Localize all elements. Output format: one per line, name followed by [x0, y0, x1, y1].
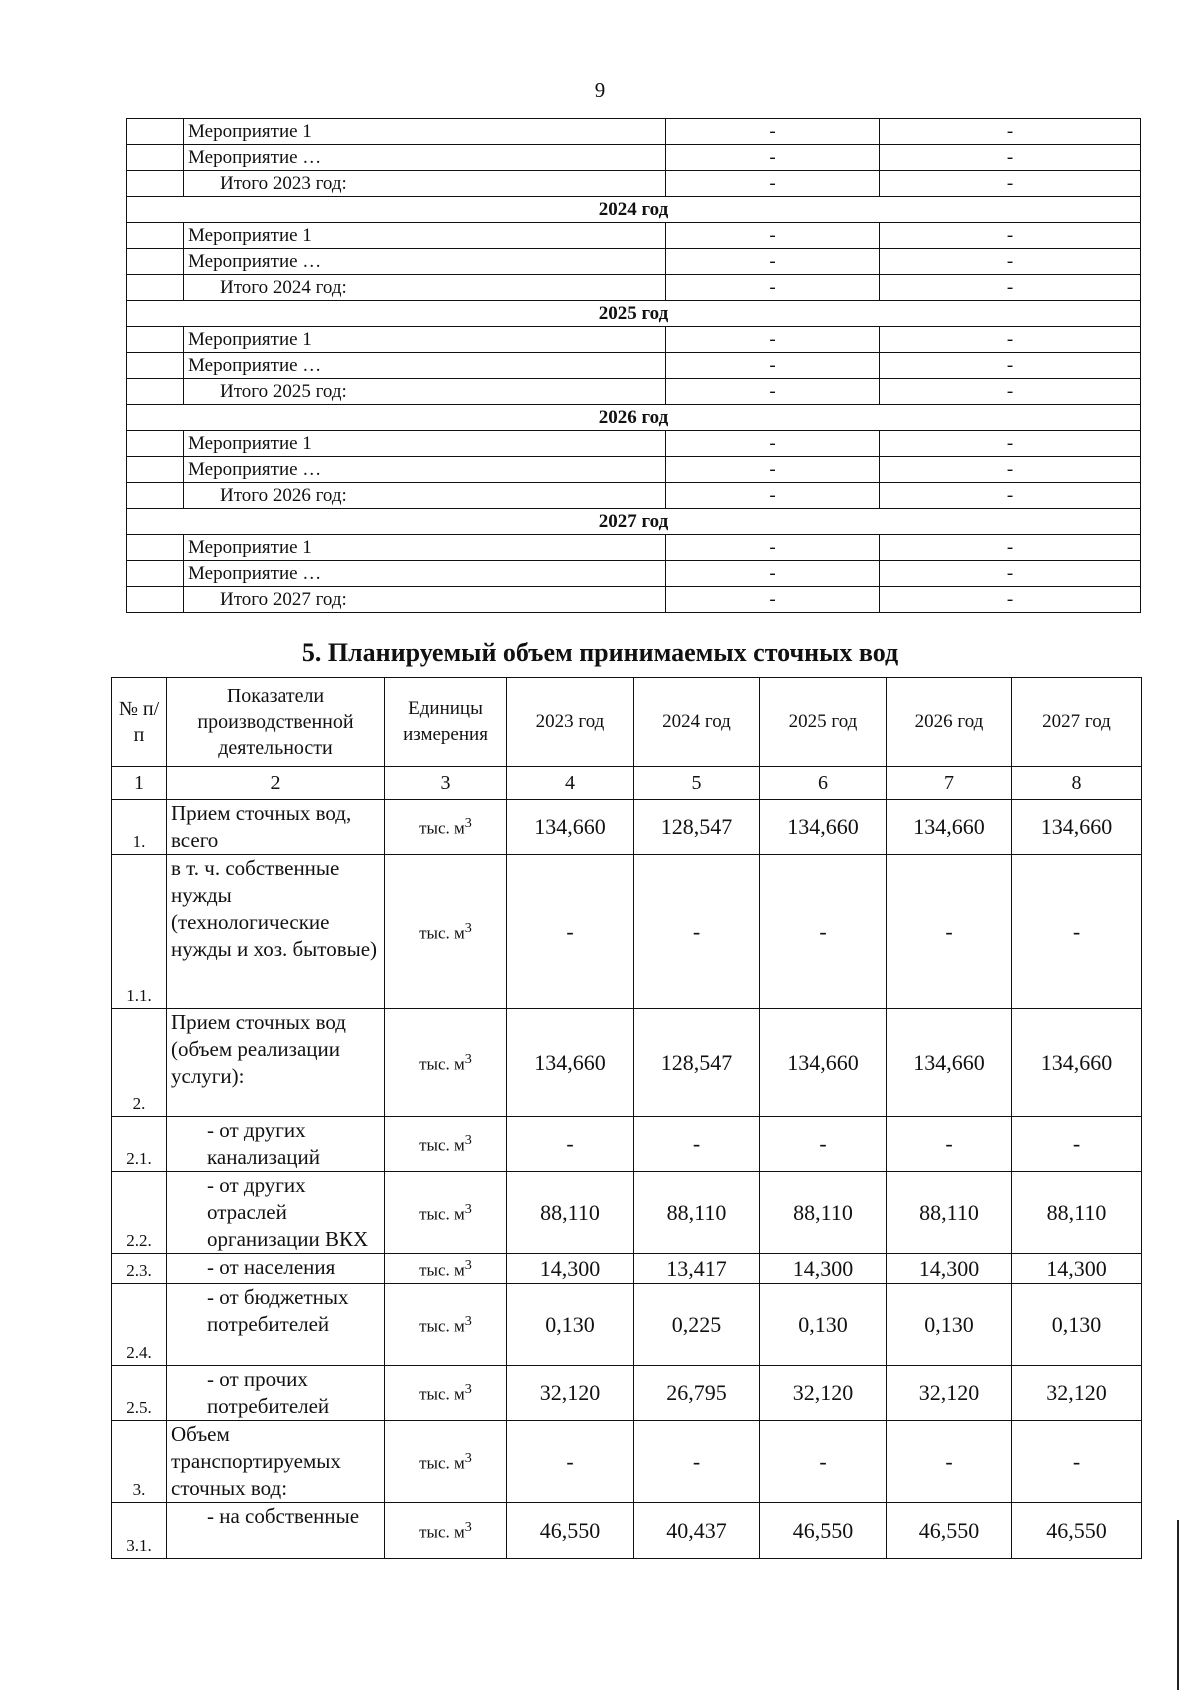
value-cell: 134,660 [760, 1009, 887, 1117]
year-row [127, 301, 1141, 327]
indicator-label: - от других отраслей организации ВКХ [167, 1172, 385, 1254]
unit-text: тыс. м [419, 923, 465, 943]
value-cell: - [666, 561, 880, 587]
table-header-row [112, 678, 1142, 767]
table-row [112, 1009, 1142, 1117]
value-cell: - [666, 431, 880, 457]
unit-cell [385, 1503, 507, 1559]
unit-superscript: 3 [464, 1449, 472, 1466]
value-cell: - [887, 855, 1012, 1009]
unit-text: тыс. м [419, 1135, 465, 1155]
column-number: 3 [385, 767, 507, 800]
unit-cell [385, 855, 507, 1009]
unit-text: тыс. м [419, 818, 465, 838]
value-cell: 14,300 [1012, 1254, 1142, 1284]
value-cell: - [880, 353, 1141, 379]
row-number: 2.1. [112, 1117, 167, 1172]
unit-cell [385, 1009, 507, 1117]
value-cell: - [634, 855, 760, 1009]
value-cell: 46,550 [507, 1503, 634, 1559]
value-cell: - [666, 171, 880, 197]
unit-superscript: 3 [464, 815, 472, 832]
value-cell: 0,130 [1012, 1284, 1142, 1366]
indicator-label: Объем транспортируемых сточных вод: [167, 1421, 385, 1503]
row-number: 2.2. [112, 1172, 167, 1254]
year-row [127, 405, 1141, 431]
measure-row [127, 223, 1141, 249]
value-cell: 128,547 [634, 800, 760, 855]
unit-cell [385, 1421, 507, 1503]
unit-cell [385, 1117, 507, 1172]
unit-cell [385, 1172, 507, 1254]
measure-row [127, 119, 1141, 145]
row-num-cell [127, 249, 184, 275]
value-cell: 134,660 [507, 800, 634, 855]
header-year-2023: 2023 год [507, 678, 634, 767]
total-label: Итого 2025 год: [184, 379, 666, 405]
value-cell: - [666, 327, 880, 353]
value-cell: - [666, 483, 880, 509]
value-cell: 32,120 [1012, 1366, 1142, 1421]
measure-label: Мероприятие … [184, 249, 666, 275]
value-cell: 46,550 [887, 1503, 1012, 1559]
table-row [112, 1172, 1142, 1254]
row-number: 2. [112, 1009, 167, 1117]
row-num-cell [127, 353, 184, 379]
row-num-cell [127, 327, 184, 353]
total-label: Итого 2024 год: [184, 275, 666, 301]
column-number: 2 [167, 767, 385, 800]
total-row [127, 379, 1141, 405]
measure-label: Мероприятие 1 [184, 119, 666, 145]
indicator-label: Прием сточных вод (объем реализации услуги): [167, 1009, 385, 1117]
value-cell: - [880, 171, 1141, 197]
row-num-cell [127, 431, 184, 457]
page-number: 9 [594, 78, 606, 102]
column-number: 1 [112, 767, 167, 800]
value-cell: 0,130 [507, 1284, 634, 1366]
column-number: 4 [507, 767, 634, 800]
table-row [112, 1117, 1142, 1172]
value-cell: 88,110 [760, 1172, 887, 1254]
value-cell: 0,130 [887, 1284, 1012, 1366]
row-number: 1. [112, 800, 167, 855]
total-row [127, 587, 1141, 613]
table-row [112, 855, 1142, 1009]
value-cell: 128,547 [634, 1009, 760, 1117]
column-number: 8 [1012, 767, 1142, 800]
table-row [112, 1366, 1142, 1421]
unit-superscript: 3 [464, 1518, 472, 1535]
value-cell: 88,110 [1012, 1172, 1142, 1254]
measure-label: Мероприятие 1 [184, 431, 666, 457]
measure-row [127, 327, 1141, 353]
row-number: 2.3. [112, 1254, 167, 1284]
measures-table [126, 118, 1141, 613]
value-cell: 32,120 [507, 1366, 634, 1421]
measure-label: Мероприятие 1 [184, 223, 666, 249]
row-num-cell [127, 535, 184, 561]
value-cell: - [666, 457, 880, 483]
column-number-row [112, 767, 1142, 800]
value-cell: - [666, 275, 880, 301]
value-cell: - [634, 1421, 760, 1503]
value-cell: - [666, 119, 880, 145]
value-cell: - [760, 1117, 887, 1172]
header-year-2027: 2027 год [1012, 678, 1142, 767]
value-cell: - [880, 223, 1141, 249]
unit-text: тыс. м [419, 1260, 465, 1280]
value-cell: 26,795 [634, 1366, 760, 1421]
table-row [112, 800, 1142, 855]
value-cell: 40,437 [634, 1503, 760, 1559]
value-cell: - [880, 483, 1141, 509]
indicator-label: Прием сточных вод, всего [167, 800, 385, 855]
unit-superscript: 3 [464, 1050, 472, 1067]
header-year-2026: 2026 год [887, 678, 1012, 767]
table-row [112, 1503, 1142, 1559]
value-cell: - [880, 561, 1141, 587]
total-row [127, 171, 1141, 197]
year-heading: 2025 год [127, 301, 1141, 327]
unit-text: тыс. м [419, 1316, 465, 1336]
value-cell: - [880, 249, 1141, 275]
value-cell: - [666, 587, 880, 613]
value-cell: 134,660 [887, 1009, 1012, 1117]
measure-row [127, 249, 1141, 275]
unit-text: тыс. м [419, 1384, 465, 1404]
unit-cell [385, 800, 507, 855]
margin-line [1177, 1520, 1179, 1690]
indicator-label: - от бюджетных потребителей [167, 1284, 385, 1366]
value-cell: - [507, 1117, 634, 1172]
row-number: 2.4. [112, 1284, 167, 1366]
measure-label: Мероприятие … [184, 145, 666, 171]
value-cell: - [760, 855, 887, 1009]
value-cell: - [880, 457, 1141, 483]
year-heading: 2027 год [127, 509, 1141, 535]
value-cell: 46,550 [760, 1503, 887, 1559]
value-cell: 46,550 [1012, 1503, 1142, 1559]
unit-superscript: 3 [464, 1256, 472, 1273]
value-cell: - [880, 431, 1141, 457]
value-cell: 88,110 [634, 1172, 760, 1254]
value-cell: - [1012, 855, 1142, 1009]
value-cell: - [1012, 1117, 1142, 1172]
row-num-cell [127, 119, 184, 145]
indicator-label: в т. ч. собственные нужды (технологические нужды и хоз. бытовые) [167, 855, 385, 1009]
value-cell: 134,660 [1012, 1009, 1142, 1117]
measure-label: Мероприятие … [184, 353, 666, 379]
year-heading: 2026 год [127, 405, 1141, 431]
value-cell: 88,110 [887, 1172, 1012, 1254]
total-label: Итого 2026 год: [184, 483, 666, 509]
total-row [127, 275, 1141, 301]
row-num-cell [127, 223, 184, 249]
measure-label: Мероприятие … [184, 561, 666, 587]
header-year-2024: 2024 год [634, 678, 760, 767]
unit-text: тыс. м [419, 1204, 465, 1224]
column-number: 7 [887, 767, 1012, 800]
value-cell: - [880, 275, 1141, 301]
value-cell: 134,660 [1012, 800, 1142, 855]
row-number: 1.1. [112, 855, 167, 1009]
measure-row [127, 561, 1141, 587]
table-row [112, 1254, 1142, 1284]
unit-text: тыс. м [419, 1054, 465, 1074]
value-cell: - [666, 353, 880, 379]
value-cell: 0,225 [634, 1284, 760, 1366]
unit-cell [385, 1284, 507, 1366]
value-cell: 32,120 [887, 1366, 1012, 1421]
measure-label: Мероприятие 1 [184, 327, 666, 353]
value-cell: - [666, 249, 880, 275]
value-cell: 88,110 [507, 1172, 634, 1254]
row-number: 3.1. [112, 1503, 167, 1559]
unit-superscript: 3 [464, 1381, 472, 1398]
row-number: 3. [112, 1421, 167, 1503]
value-cell: - [634, 1117, 760, 1172]
value-cell: 134,660 [887, 800, 1012, 855]
total-row [127, 483, 1141, 509]
row-num-cell [127, 587, 184, 613]
measure-label: Мероприятие 1 [184, 535, 666, 561]
row-num-cell [127, 145, 184, 171]
indicator-label: - от населения [167, 1254, 385, 1284]
value-cell: - [880, 119, 1141, 145]
table-row [112, 1284, 1142, 1366]
total-label: Итого 2023 год: [184, 171, 666, 197]
header-indicator: Показатели производственной деятельности [167, 678, 385, 767]
unit-cell [385, 1366, 507, 1421]
value-cell: 32,120 [760, 1366, 887, 1421]
year-row [127, 509, 1141, 535]
value-cell: - [760, 1421, 887, 1503]
total-label: Итого 2027 год: [184, 587, 666, 613]
unit-text: тыс. м [419, 1522, 465, 1542]
indicator-label: - от других канализаций [167, 1117, 385, 1172]
measure-row [127, 145, 1141, 171]
value-cell: - [666, 223, 880, 249]
column-number: 5 [634, 767, 760, 800]
unit-text: тыс. м [419, 1453, 465, 1473]
unit-superscript: 3 [464, 1132, 472, 1149]
unit-superscript: 3 [464, 919, 472, 936]
value-cell: - [507, 855, 634, 1009]
measure-row [127, 431, 1141, 457]
wastewater-volume-table [111, 677, 1142, 1559]
value-cell: 14,300 [760, 1254, 887, 1284]
value-cell: - [887, 1117, 1012, 1172]
value-cell: - [887, 1421, 1012, 1503]
value-cell: - [666, 379, 880, 405]
table-row [112, 1421, 1142, 1503]
value-cell: - [880, 587, 1141, 613]
header-unit: Единицы измерения [385, 678, 507, 767]
row-num-cell [127, 171, 184, 197]
measure-row [127, 457, 1141, 483]
value-cell: 14,300 [507, 1254, 634, 1284]
row-num-cell [127, 561, 184, 587]
measure-row [127, 535, 1141, 561]
indicator-label: - на собственные [167, 1503, 385, 1559]
row-num-cell [127, 275, 184, 301]
value-cell: 134,660 [507, 1009, 634, 1117]
year-row [127, 197, 1141, 223]
value-cell: 134,660 [760, 800, 887, 855]
header-num: № п/ п [112, 678, 167, 767]
header-year-2025: 2025 год [760, 678, 887, 767]
value-cell: - [880, 145, 1141, 171]
section-title: 5. Планируемый объем принимаемых сточных вод [301, 638, 899, 667]
value-cell: - [666, 145, 880, 171]
value-cell: - [880, 379, 1141, 405]
measure-label: Мероприятие … [184, 457, 666, 483]
value-cell: 13,417 [634, 1254, 760, 1284]
unit-superscript: 3 [464, 1312, 472, 1329]
unit-cell [385, 1254, 507, 1284]
value-cell: - [1012, 1421, 1142, 1503]
column-number: 6 [760, 767, 887, 800]
row-number: 2.5. [112, 1366, 167, 1421]
row-num-cell [127, 379, 184, 405]
value-cell: - [880, 535, 1141, 561]
row-num-cell [127, 457, 184, 483]
value-cell: 0,130 [760, 1284, 887, 1366]
unit-superscript: 3 [464, 1200, 472, 1217]
value-cell: - [880, 327, 1141, 353]
year-heading: 2024 год [127, 197, 1141, 223]
value-cell: 14,300 [887, 1254, 1012, 1284]
value-cell: - [507, 1421, 634, 1503]
measure-row [127, 353, 1141, 379]
value-cell: - [666, 535, 880, 561]
indicator-label: - от прочих потребителей [167, 1366, 385, 1421]
row-num-cell [127, 483, 184, 509]
